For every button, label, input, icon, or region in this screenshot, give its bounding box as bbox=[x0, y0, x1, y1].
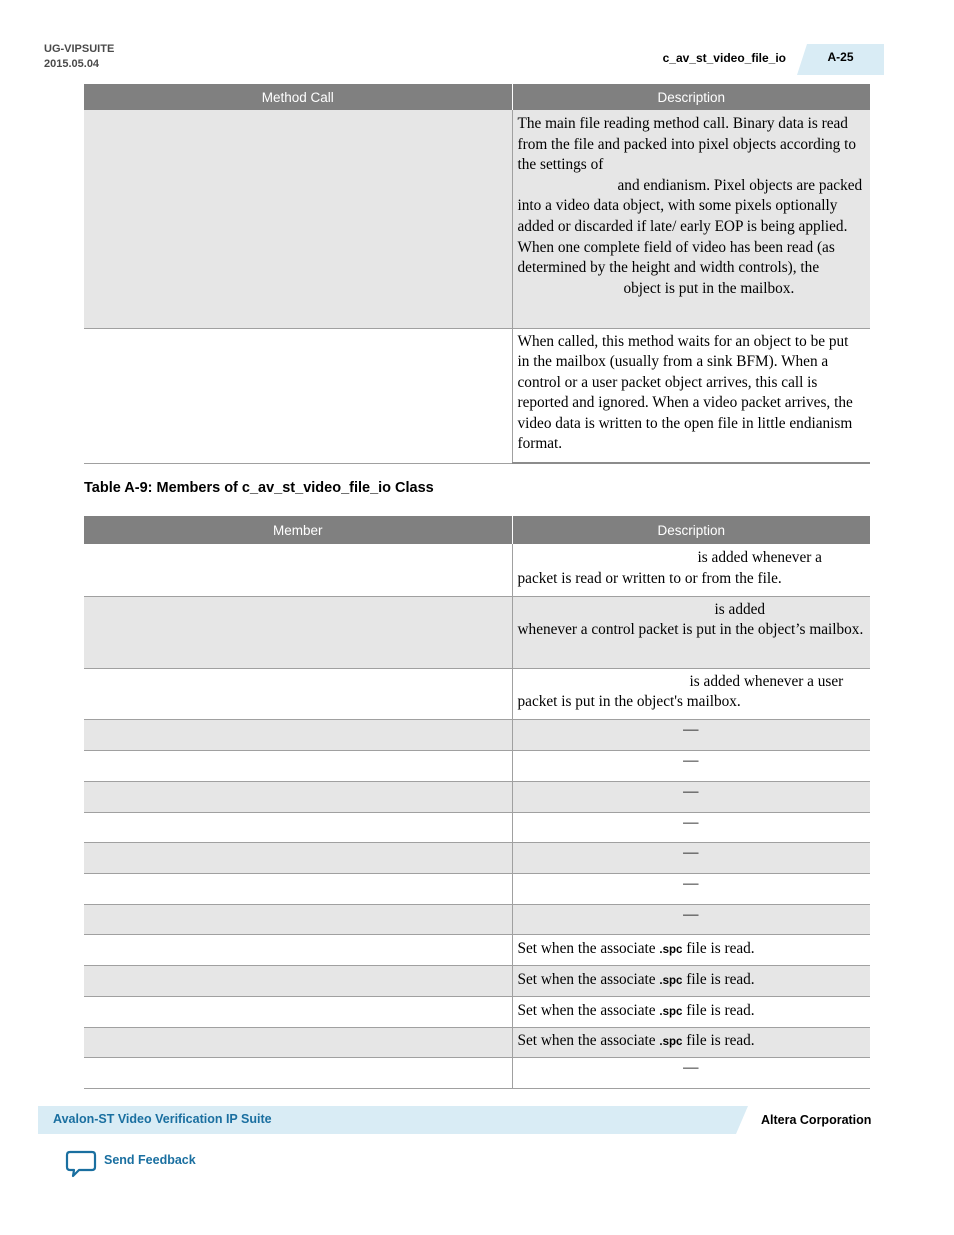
file-extension-code: .spc bbox=[659, 943, 683, 956]
description-cell bbox=[512, 996, 870, 1027]
description-cell: — bbox=[512, 904, 870, 934]
member-cell bbox=[84, 873, 512, 904]
member-cell bbox=[84, 668, 512, 719]
member-cell bbox=[84, 842, 512, 873]
description-text: Set when the associate bbox=[517, 1032, 656, 1050]
document-id bbox=[44, 42, 114, 72]
description-text: Set when the associate bbox=[517, 939, 656, 957]
description-cell: — bbox=[512, 873, 870, 904]
member-cell bbox=[84, 996, 512, 1027]
description-text: file is read. bbox=[686, 970, 755, 988]
member-cell bbox=[84, 596, 512, 668]
table-row bbox=[84, 873, 870, 904]
doc-date-text: 2015.05.04 bbox=[44, 58, 100, 70]
page-number: A-25 bbox=[827, 50, 854, 64]
speech-bubble-icon[interactable] bbox=[65, 1150, 97, 1178]
description-cell bbox=[512, 1027, 870, 1057]
column-header-member: Member bbox=[84, 516, 512, 544]
table-row bbox=[84, 965, 870, 996]
table-row bbox=[84, 781, 870, 812]
method-table-header bbox=[84, 84, 870, 110]
description-text: file is read. bbox=[686, 1001, 755, 1019]
table-row bbox=[84, 842, 870, 873]
file-extension-code: .spc bbox=[659, 1036, 683, 1049]
table-row bbox=[84, 904, 870, 934]
description-cell: — bbox=[512, 781, 870, 812]
description-text: file is read. bbox=[686, 1032, 755, 1050]
description-cell bbox=[512, 544, 870, 596]
description-cell: — bbox=[512, 750, 870, 781]
member-cell bbox=[84, 750, 512, 781]
members-table-header bbox=[84, 516, 870, 544]
table-row bbox=[84, 1027, 870, 1057]
footer-company: Altera Corporation bbox=[761, 1113, 872, 1127]
description-text: whenever a control packet is put in the object’s mailbox. bbox=[517, 621, 864, 639]
description-text: is added whenever a packet is read or written to or from the file. bbox=[517, 549, 822, 587]
send-feedback-link[interactable]: Send Feedback bbox=[104, 1153, 196, 1167]
members-table bbox=[84, 516, 870, 1089]
description-text: is added bbox=[714, 600, 766, 618]
description-cell: When called, this method waits for an object to be put in the mailbox (usually from a sink BFM). When a control or a user packet object arrives, this call is reported and ignored. When a video packet arrives, the video data is written to the open file in little endianism format. bbox=[512, 328, 870, 463]
method-cell bbox=[84, 110, 512, 328]
member-cell bbox=[84, 965, 512, 996]
description-cell bbox=[512, 965, 870, 996]
table-row bbox=[84, 934, 870, 965]
table-row bbox=[84, 596, 870, 668]
description-cell: — bbox=[512, 1057, 870, 1088]
description-text: file is read. bbox=[686, 939, 755, 957]
description-cell bbox=[512, 110, 870, 328]
member-cell bbox=[84, 1027, 512, 1057]
table-row bbox=[84, 1057, 870, 1088]
member-cell bbox=[84, 781, 512, 812]
description-text: Set when the associate bbox=[517, 970, 656, 988]
file-extension-code: .spc bbox=[659, 1005, 683, 1018]
section-title: c_av_st_video_file_io bbox=[662, 51, 786, 65]
description-cell bbox=[512, 596, 870, 668]
method-cell bbox=[84, 328, 512, 463]
column-header-description: Description bbox=[512, 84, 870, 110]
method-table bbox=[84, 84, 870, 464]
description-cell: — bbox=[512, 842, 870, 873]
member-cell bbox=[84, 934, 512, 965]
description-cell: — bbox=[512, 812, 870, 842]
footer-suite-name: Avalon-ST Video Verification IP Suite bbox=[53, 1112, 272, 1126]
member-cell bbox=[84, 904, 512, 934]
table-row bbox=[84, 719, 870, 750]
description-text: Set when the associate bbox=[517, 1001, 656, 1019]
doc-id-text: UG-VIPSUITE bbox=[44, 43, 115, 55]
table-row bbox=[84, 668, 870, 719]
table-row bbox=[84, 110, 870, 328]
description-text: object is put in the mailbox. bbox=[623, 279, 795, 297]
description-cell bbox=[512, 668, 870, 719]
description-cell bbox=[512, 934, 870, 965]
column-header-method-call: Method Call bbox=[84, 84, 512, 110]
description-cell: — bbox=[512, 719, 870, 750]
description-text: and endianism. Pixel objects are packed into a video data object, with some pixels optionally added or discarded if late/ early EOP is being applied. When one complete field of video has been read (as determined by the height and width controls), the bbox=[517, 176, 863, 277]
description-text: The main file reading method call. Binary data is read from the file and packed into pixel objects according to the settings of bbox=[517, 115, 857, 174]
description-text: is added whenever a user packet is put in the object's mailbox. bbox=[517, 672, 844, 711]
table-row bbox=[84, 544, 870, 596]
table-row bbox=[84, 996, 870, 1027]
member-cell bbox=[84, 719, 512, 750]
member-cell bbox=[84, 544, 512, 596]
table-row bbox=[84, 750, 870, 781]
member-cell bbox=[84, 812, 512, 842]
table-caption: Table A-9: Members of c_av_st_video_file_io Class bbox=[84, 480, 434, 496]
table-row bbox=[84, 812, 870, 842]
file-extension-code: .spc bbox=[659, 974, 683, 987]
member-cell bbox=[84, 1057, 512, 1088]
column-header-description: Description bbox=[512, 516, 870, 544]
table-row bbox=[84, 328, 870, 463]
